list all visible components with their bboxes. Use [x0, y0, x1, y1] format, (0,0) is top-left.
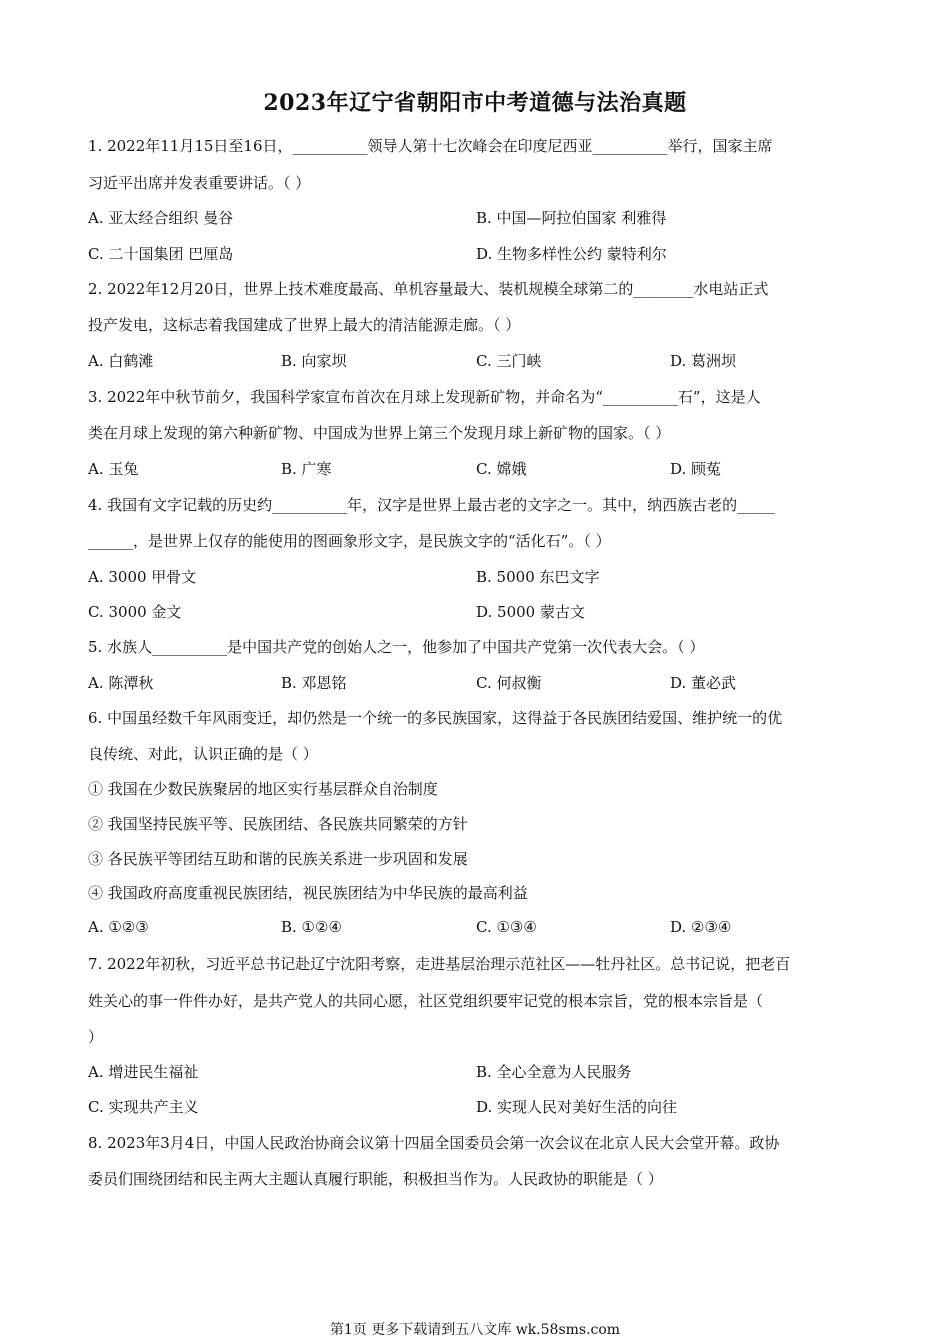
- question-1-option-a: A. 亚太经合组织 曼谷: [88, 209, 234, 227]
- question-7-option-c: C. 实现共产主义: [88, 1098, 199, 1116]
- question-5-option-c: C. 何叔衡: [476, 674, 542, 692]
- question-8-line-2: 委员们围绕团结和民主两大主题认真履行职能，积极担当作为。人民政协的职能是（ ）: [88, 1170, 663, 1188]
- question-1-line-1: 1. 2022年11月15日至16日，__________领导人第十七次峰会在印度尼西亚__________举行，国家主席: [88, 137, 773, 155]
- page-footer: 第1页 更多下载请到五八文库 wk.58sms.com: [329, 1322, 621, 1338]
- question-6-statement-2: ② 我国坚持民族平等、民族团结、各民族共同繁荣的方针: [88, 815, 468, 833]
- question-2-option-d: D. 葛洲坝: [670, 352, 737, 370]
- question-6-line-2: 良传统、对此，认识正确的是（ ）: [88, 745, 318, 763]
- question-7-line-1: 7. 2022年初秋，习近平总书记赴辽宁沈阳考察，走进基层治理示范社区——牡丹社区。总书记说，把老百: [88, 955, 791, 973]
- question-6-statement-1: ① 我国在少数民族聚居的地区实行基层群众自治制度: [88, 780, 438, 798]
- question-1-option-b: B. 中国—阿拉伯国家 利雅得: [476, 209, 667, 227]
- question-6-line-1: 6. 中国虽经数千年风雨变迁，却仍然是一个统一的多民族国家，这得益于各民族团结爱国、维护统一的优: [88, 709, 783, 727]
- question-3-line-2: 类在月球上发现的第六种新矿物、中国成为世界上第三个发现月球上新矿物的国家。（ ）: [88, 424, 671, 442]
- question-3-line-1: 3. 2022年中秋节前夕，我国科学家宣布首次在月球上发现新矿物，并命名为“__________石”，这是人: [88, 388, 761, 406]
- question-7-line-3: ）: [88, 1028, 104, 1046]
- question-4-option-a: A. 3000 甲骨文: [88, 568, 197, 586]
- question-3-option-d: D. 顾菟: [670, 460, 722, 478]
- question-4-option-c: C. 3000 金文: [88, 603, 182, 621]
- question-3-option-c: C. 嫦娥: [476, 460, 527, 478]
- question-2-option-a: A. 白鹤滩: [88, 352, 154, 370]
- question-7-option-d: D. 实现人民对美好生活的向往: [476, 1098, 678, 1116]
- question-5-option-d: D. 董必武: [670, 674, 737, 692]
- question-5-line-1: 5. 水族人__________是中国共产党的创始人之一，他参加了中国共产党第一次代表大会。（ ）: [88, 638, 705, 656]
- question-4-line-2: ______，是世界上仅存的能使用的图画象形文字，是民族文字的“活化石”。（ ）: [88, 532, 611, 550]
- question-2-option-b: B. 向家坝: [281, 352, 347, 370]
- question-6-option-c: C. ①③④: [476, 918, 537, 936]
- question-5-option-a: A. 陈潭秋: [88, 674, 154, 692]
- question-2-option-c: C. 三门峡: [476, 352, 542, 370]
- question-4-option-d: D. 5000 蒙古文: [476, 603, 585, 621]
- question-6-option-d: D. ②③④: [670, 918, 732, 936]
- page-title: 2023年辽宁省朝阳市中考道德与法治真题: [263, 90, 687, 116]
- question-5-option-b: B. 邓恩铭: [281, 674, 347, 692]
- question-8-line-1: 8. 2023年3月4日，中国人民政治协商会议第十四届全国委员会第一次会议在北京人民大会堂开幕。政协: [88, 1134, 780, 1152]
- question-3-option-a: A. 玉兔: [88, 460, 139, 478]
- question-6-statement-4: ④ 我国政府高度重视民族团结，视民族团结为中华民族的最高利益: [88, 884, 528, 902]
- question-7-option-b: B. 全心全意为人民服务: [476, 1063, 632, 1081]
- question-7-line-2: 姓关心的事一件件办好，是共产党人的共同心愿，社区党组织要牢记党的根本宗旨，党的根本宗旨是（: [88, 992, 764, 1010]
- question-4-line-1: 4. 我国有文字记载的历史约__________年，汉字是世界上最古老的文字之一。其中，纳西族古老的_____: [88, 496, 775, 514]
- question-7-option-a: A. 增进民生福祉: [88, 1063, 199, 1081]
- question-2-line-1: 2. 2022年12月20日，世界上技术难度最高、单机容量最大、装机规模全球第二的________水电站正式: [88, 280, 769, 298]
- question-1-line-2: 习近平出席并发表重要讲话。（ ）: [88, 174, 311, 192]
- question-6-option-a: A. ①②③: [88, 918, 149, 936]
- question-6-option-b: B. ①②④: [281, 918, 342, 936]
- question-1-option-d: D. 生物多样性公约 蒙特利尔: [476, 245, 667, 263]
- question-4-option-b: B. 5000 东巴文字: [476, 568, 600, 586]
- question-2-line-2: 投产发电，这标志着我国建成了世界上最大的清洁能源走廊。（ ）: [88, 316, 521, 334]
- question-1-option-c: C. 二十国集团 巴厘岛: [88, 245, 234, 263]
- question-6-statement-3: ③ 各民族平等团结互助和谐的民族关系进一步巩固和发展: [88, 850, 468, 868]
- question-3-option-b: B. 广寒: [281, 460, 332, 478]
